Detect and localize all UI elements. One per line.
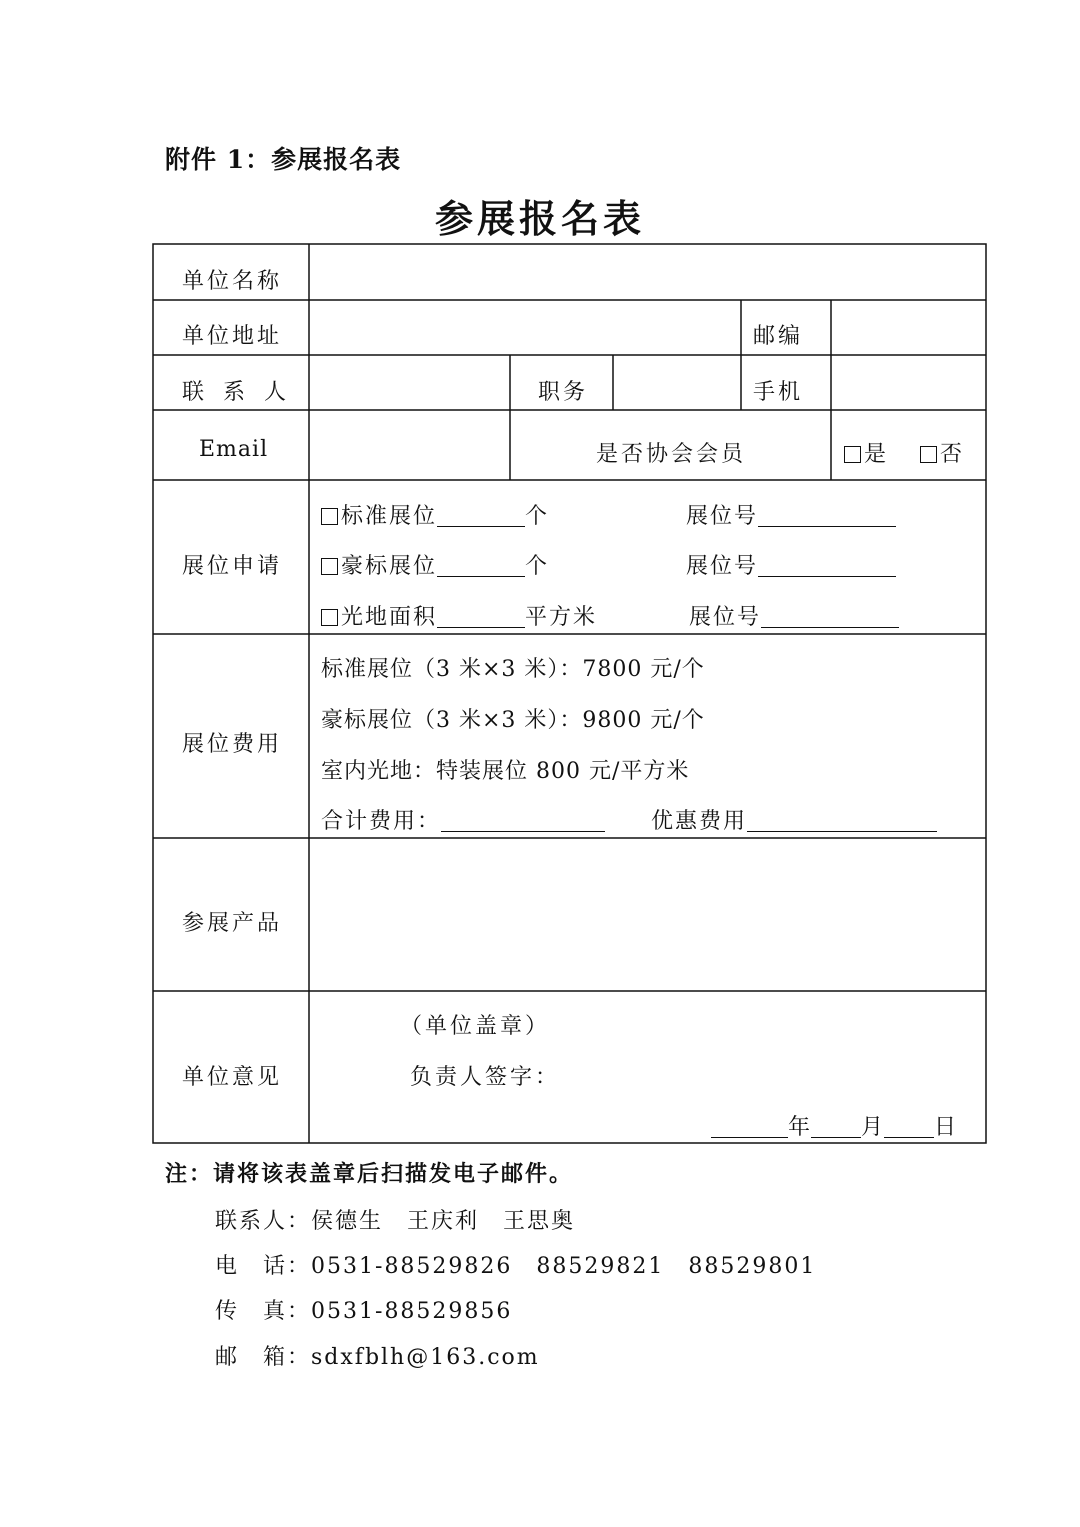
standard-booth-no: 展位号	[686, 499, 896, 530]
date-line: 年 月 日	[711, 1110, 957, 1141]
contact-names: 侯德生 王庆利 王思奥	[311, 1209, 576, 1234]
standard-booth-no-blank[interactable]	[758, 504, 896, 527]
deluxe-booth-no: 展位号	[686, 549, 896, 580]
label-postcode: 邮编	[753, 324, 804, 349]
fee-indoor: 室内光地：特装展位 800 元/平方米	[321, 759, 690, 784]
raw-space-line: 光地面积 平方米	[321, 600, 597, 631]
label-company-opinion: 单位意见	[182, 1065, 283, 1090]
deluxe-count-blank[interactable]	[437, 554, 525, 577]
note-text: 注：请将该表盖章后扫描发电子邮件。	[165, 1161, 574, 1187]
deluxe-booth-line: 豪标展位 个	[321, 549, 549, 580]
phone-values: 0531-88529826 88529821 88529801	[311, 1254, 817, 1279]
label-association-member: 是否协会会员	[596, 442, 747, 467]
member-yes-option[interactable]: 是	[844, 437, 889, 468]
fee-total-line: 合计费用：	[321, 804, 605, 835]
label-company-address: 单位地址	[182, 324, 283, 349]
fax-line: 传 真：0531-88529856	[215, 1299, 513, 1324]
checkbox-icon[interactable]	[844, 446, 861, 463]
month-blank[interactable]	[811, 1115, 861, 1138]
year-blank[interactable]	[711, 1115, 788, 1138]
attachment-title: 附件 1：参展报名表	[165, 145, 402, 174]
standard-booth-line: 标准展位 个	[321, 499, 549, 530]
checkbox-icon[interactable]	[920, 446, 937, 463]
email-field[interactable]	[312, 413, 507, 477]
discount-fee-blank[interactable]	[747, 809, 937, 832]
label-exhibit-products: 参展产品	[182, 911, 283, 936]
phone-line: 电 话：0531-88529826 88529821 88529801	[215, 1254, 817, 1279]
email-line: 邮 箱：sdxfblh@163.com	[215, 1345, 540, 1370]
signature-label: 负责人签字：	[410, 1065, 561, 1090]
fee-discount-line: 优惠费用	[651, 804, 937, 835]
checkbox-icon[interactable]	[321, 558, 338, 575]
total-fee-blank[interactable]	[441, 809, 605, 832]
label-mobile: 手机	[753, 380, 804, 405]
raw-space-booth-no-blank[interactable]	[761, 605, 899, 628]
form-title: 参展报名表	[434, 196, 645, 241]
postcode-field[interactable]	[834, 303, 984, 353]
company-address-field[interactable]	[312, 303, 737, 353]
deluxe-booth-no-blank[interactable]	[758, 554, 896, 577]
label-booth-fee: 展位费用	[182, 732, 283, 757]
checkbox-icon[interactable]	[321, 609, 338, 626]
position-field[interactable]	[616, 358, 738, 408]
day-blank[interactable]	[884, 1115, 934, 1138]
contact-persons-line: 联系人：侯德生 王庆利 王思奥	[215, 1209, 576, 1234]
label-company-name: 单位名称	[182, 269, 283, 294]
raw-space-booth-no: 展位号	[689, 600, 899, 631]
raw-space-area-blank[interactable]	[437, 605, 525, 628]
fee-standard: 标准展位（3 米×3 米）：7800 元/个	[321, 657, 705, 682]
checkbox-icon[interactable]	[321, 508, 338, 525]
label-booth-application: 展位申请	[182, 554, 283, 579]
fee-deluxe: 豪标展位（3 米×3 米）：9800 元/个	[321, 708, 705, 733]
standard-count-blank[interactable]	[437, 504, 525, 527]
label-contact-person: 联 系 人	[182, 380, 292, 405]
label-position: 职务	[538, 380, 589, 405]
contact-person-field[interactable]	[312, 358, 507, 408]
seal-text: （单位盖章）	[400, 1014, 551, 1039]
fax-value: 0531-88529856	[311, 1299, 513, 1324]
member-no-option[interactable]: 否	[920, 437, 965, 468]
mobile-field[interactable]	[834, 358, 984, 408]
label-email: Email	[199, 437, 269, 462]
email-value[interactable]: sdxfblh@163.com	[311, 1345, 540, 1370]
exhibit-products-field[interactable]	[312, 841, 984, 989]
